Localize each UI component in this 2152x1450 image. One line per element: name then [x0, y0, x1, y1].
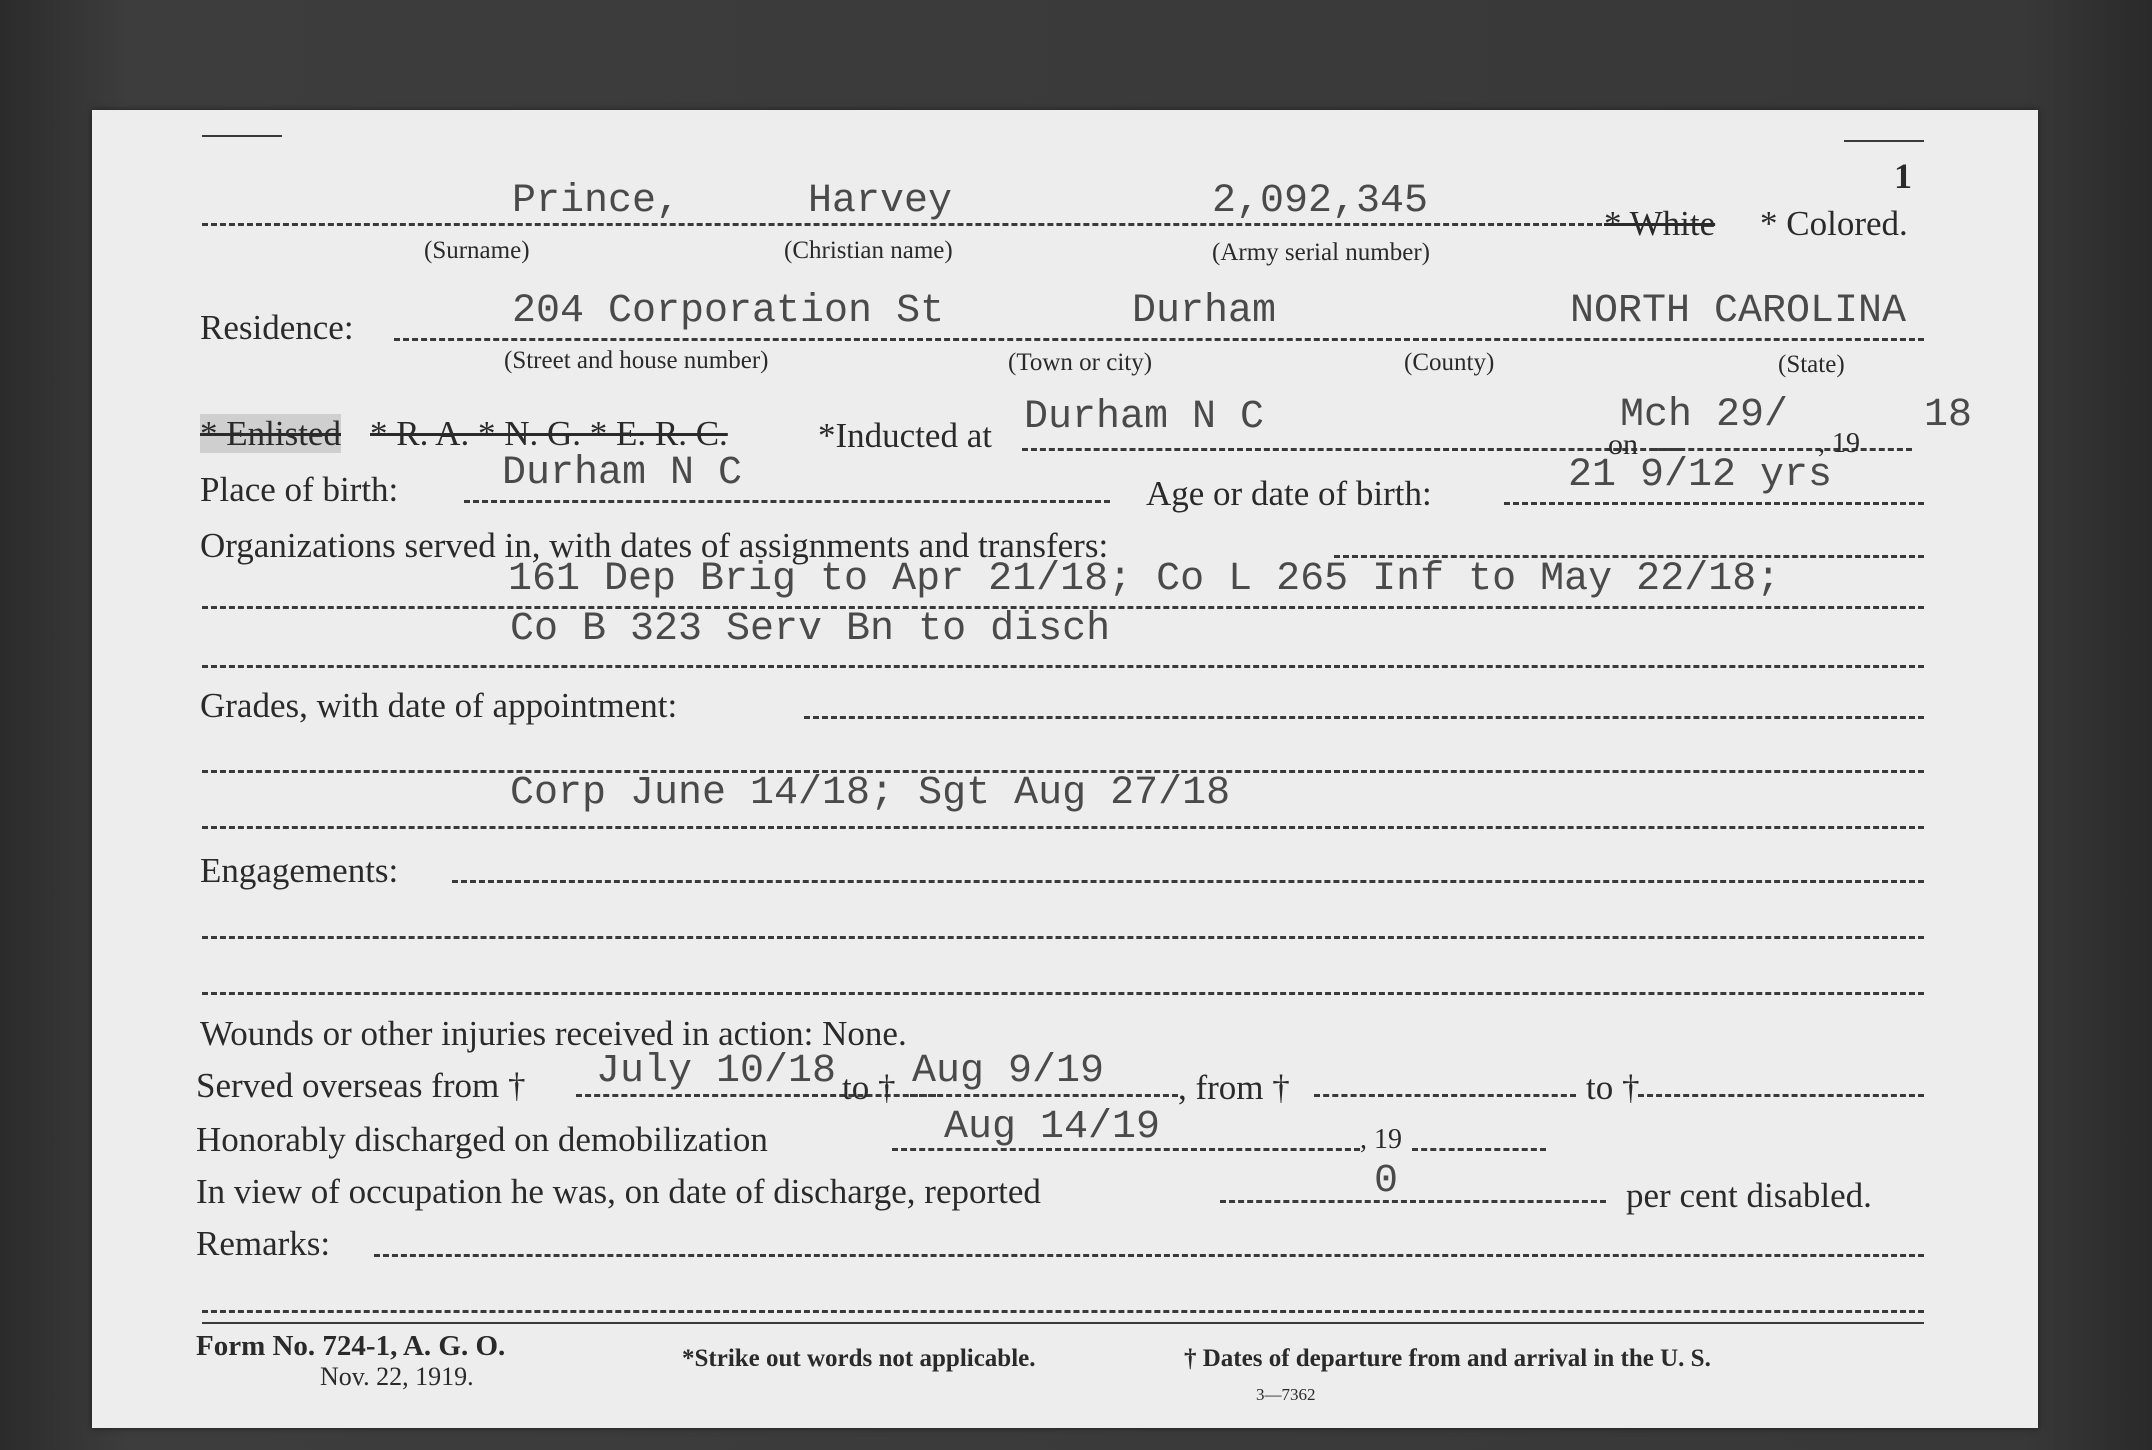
inducted-at-line — [1022, 448, 1682, 451]
page-number: 1 — [1894, 156, 1912, 196]
caption-christian-name: (Christian name) — [784, 237, 953, 264]
caption-serial-number: (Army serial number) — [1212, 239, 1430, 266]
age-label: Age or date of birth: — [1146, 474, 1432, 513]
organizations-label: Organizations served in, with dates of assignments and transfers: — [200, 526, 1109, 565]
caption-state: (State) — [1778, 351, 1845, 378]
age-value: 21 9/12 yrs — [1568, 453, 1833, 498]
overseas-label: Served overseas from † — [196, 1066, 526, 1105]
print-code: 3—7362 — [1256, 1385, 1316, 1404]
inducted-date-value: Mch 29/ — [1620, 393, 1789, 438]
birth-place-value: Durham N C — [502, 451, 743, 496]
inducted-label: *Inducted at — [818, 416, 992, 455]
residence-label: Residence: — [200, 308, 354, 347]
organizations-value-1: 161 Dep Brig to Apr 21/18; Co L 265 Inf to May 22/18; — [508, 557, 1781, 602]
form-date: Nov. 22, 1919. — [320, 1362, 474, 1391]
inducted-at-value: Durham N C — [1024, 395, 1265, 440]
overseas-to-value: Aug 9/19 — [912, 1049, 1105, 1094]
town-value: Durham — [1132, 289, 1277, 334]
engagements-line-1 — [202, 936, 1924, 939]
caption-street: (Street and house number) — [504, 347, 769, 374]
overseas-to-label: to † — [842, 1068, 896, 1107]
remarks-line-0 — [374, 1254, 1924, 1257]
overseas-from2-label: , from † — [1178, 1068, 1290, 1107]
overseas-to2-label: to † — [1586, 1068, 1640, 1107]
discharge-label: Honorably discharged on demobilization — [196, 1120, 768, 1159]
overseas-from2-line — [1314, 1094, 1576, 1097]
surname-value: Prince, — [512, 179, 681, 224]
dates-note: † Dates of departure from and arrival in the U. S. — [1184, 1345, 1711, 1372]
serial-number-value: 2,092,345 — [1212, 179, 1429, 224]
overseas-from-value: July 10/18 — [596, 1049, 837, 1094]
age-line — [1504, 502, 1924, 505]
caption-surname: (Surname) — [424, 237, 530, 264]
discharge-year-line — [1412, 1148, 1546, 1151]
occupation-label: In view of occupation he was, on date of discharge, reported — [196, 1172, 1041, 1211]
grades-label: Grades, with date of appointment: — [200, 686, 678, 725]
top-left-rule — [202, 135, 282, 137]
disabled-value: 0 — [1374, 1159, 1399, 1204]
strike-out-note: *Strike out words not applicable. — [682, 1345, 1036, 1372]
top-right-rule — [1844, 140, 1924, 142]
remarks-line-1 — [202, 1310, 1924, 1313]
wounds-label: Wounds or other injuries received in action: None. — [200, 1014, 907, 1053]
christian-name-value: Harvey — [808, 179, 953, 224]
discharge-date-value: Aug 14/19 — [944, 1105, 1161, 1150]
engagements-label: Engagements: — [200, 851, 399, 890]
form-number: Form No. 724-1, A. G. O. — [196, 1330, 506, 1362]
engagements-line-0 — [452, 880, 1924, 883]
residence-line — [394, 338, 1924, 341]
race-colored-label: * Colored. — [1760, 204, 1908, 243]
organizations-line-2 — [202, 665, 1924, 668]
street-value: 204 Corporation St — [512, 289, 945, 334]
race-white-label: * White — [1604, 204, 1716, 243]
year-value: 18 — [1924, 393, 1973, 438]
service-record-card — [92, 110, 2038, 1428]
remarks-label: Remarks: — [196, 1224, 331, 1263]
overseas-to2-line — [1638, 1094, 1924, 1097]
caption-county: (County) — [1404, 349, 1495, 376]
engagements-line-2 — [202, 992, 1924, 995]
overseas-to-line — [910, 1094, 1178, 1097]
on-label: on — [1608, 428, 1638, 461]
grades-line-2 — [202, 826, 1924, 829]
enlisted-option: * Enlisted — [200, 414, 341, 453]
disabled-line — [1220, 1200, 1606, 1203]
birth-place-label: Place of birth: — [200, 470, 399, 509]
discharge-year-prefix: , 19 — [1360, 1124, 1402, 1155]
inducted-date-line — [1652, 448, 1912, 451]
year-prefix: , 19 — [1818, 428, 1860, 459]
enlist-type-options: * R. A. * N. G. * E. R. C. — [370, 414, 728, 453]
grades-value: Corp June 14/18; Sgt Aug 27/18 — [510, 771, 1231, 816]
caption-town: (Town or city) — [1008, 349, 1153, 376]
disabled-label: per cent disabled. — [1626, 1176, 1872, 1215]
organizations-value-2: Co B 323 Serv Bn to disch — [510, 607, 1111, 652]
birth-place-line — [464, 500, 1110, 503]
footer-rule — [202, 1322, 1924, 1324]
state-value: NORTH CAROLINA — [1570, 289, 1907, 334]
grades-line-0 — [804, 716, 1924, 719]
